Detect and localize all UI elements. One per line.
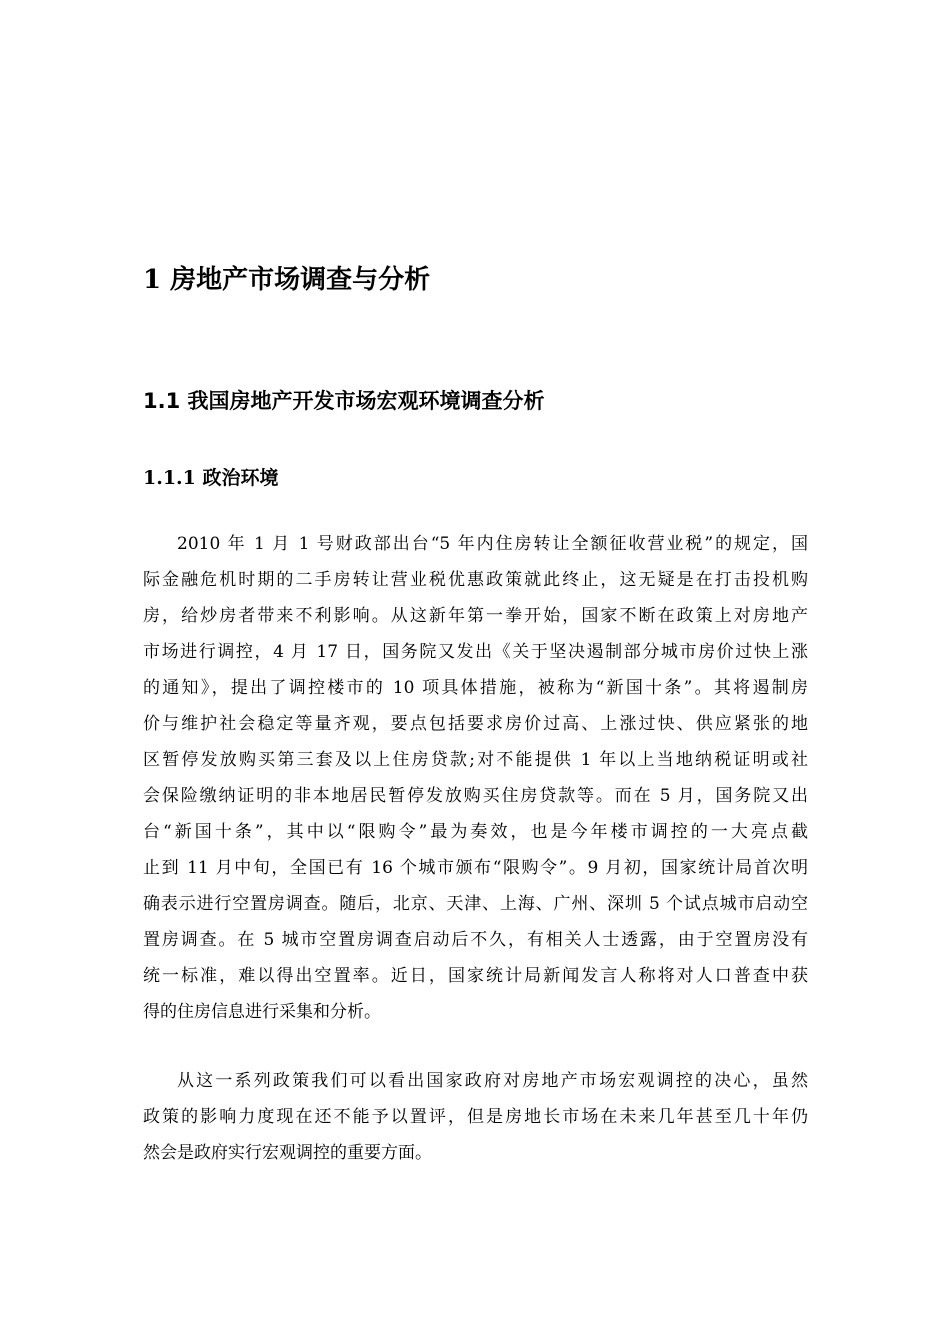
paragraph-line: 政策的影响力度现在还不能予以置评，但是房地长市场在未来几年甚至几十年仍 [143, 1107, 808, 1127]
chapter-heading: 1 房地产市场调查与分析 [143, 265, 431, 295]
paragraph-line: 价与维护社会稳定等量齐观，要点包括要求房价过高、上涨过快、供应紧张的地 [143, 714, 808, 734]
paragraph-line: 房，给炒房者带来不利影响。从这新年第一拳开始，国家不断在政策上对房地产 [143, 606, 808, 626]
paragraph-line: 置房调查。在 5 城市空置房调查启动后不久，有相关人士透露，由于空置房没有 [143, 930, 808, 950]
paragraph-line: 止到 11 月中旬，全国已有 16 个城市颁布“限购令”。9 月初，国家统计局首次明 [143, 858, 808, 878]
paragraph-line: 然会是政府实行宏观调控的重要方面。 [143, 1143, 432, 1163]
paragraph-line: 际金融危机时期的二手房转让营业税优惠政策就此终止，这无疑是在打击投机购 [143, 570, 808, 590]
section-heading: 1.1 我国房地产开发市场宏观环境调查分析 [143, 389, 545, 413]
paragraph-line: 的通知》，提出了调控楼市的 10 项具体措施，被称为“新国十条”。其将遏制房 [143, 678, 808, 698]
paragraph-line: 市场进行调控，4 月 17 日，国务院又发出《关于坚决遏制部分城市房价过快上涨 [143, 642, 808, 662]
paragraph-line: 确表示进行空置房调查。随后，北京、天津、上海、广州、深圳 5 个试点城市启动空 [143, 894, 808, 914]
paragraph-conclusion [143, 1063, 808, 1171]
paragraph-line: 会保险缴纳证明的非本地居民暂停发放购买住房贷款等。而在 5 月，国务院又出 [143, 786, 808, 806]
paragraph-political-policy [143, 526, 808, 1030]
paragraph-line: 从这一系列政策我们可以看出国家政府对房地产市场宏观调控的决心，虽然 [177, 1071, 808, 1091]
paragraph-line: 得的住房信息进行采集和分析。 [143, 1002, 381, 1022]
paragraph-line: 区暂停发放购买第三套及以上住房贷款;对不能提供 1 年以上当地纳税证明或社 [143, 750, 808, 770]
paragraph-line: 2010 年 1 月 1 号财政部出台“5 年内住房转让全额征收营业税”的规定，国 [177, 534, 808, 554]
paragraph-line: 台“新国十条”，其中以“限购令”最为奏效，也是今年楼市调控的一大亮点截 [143, 822, 808, 842]
paragraph-line: 统一标准，难以得出空置率。近日，国家统计局新闻发言人称将对人口普查中获 [143, 966, 808, 986]
subsection-heading: 1.1.1 政治环境 [143, 467, 279, 489]
